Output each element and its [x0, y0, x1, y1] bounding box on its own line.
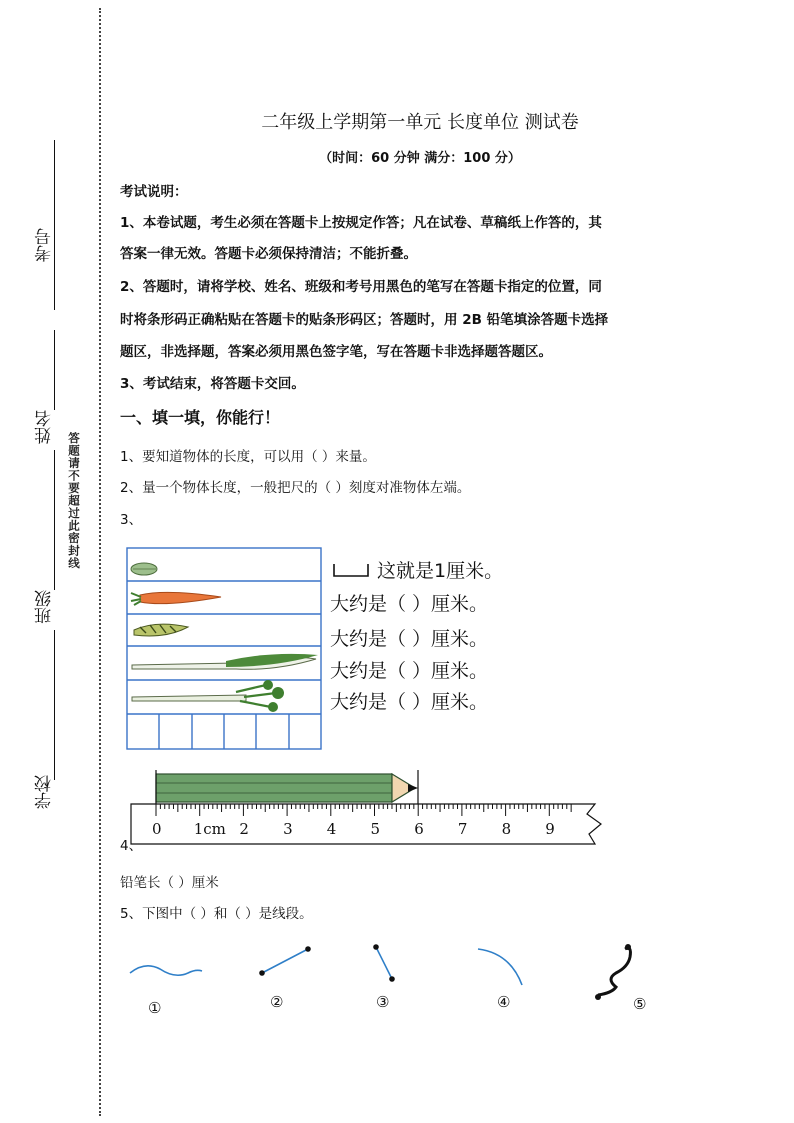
ruler-label: 8: [501, 820, 512, 838]
ruler-label: 3: [283, 820, 293, 838]
instructions-heading: 考试说明：: [120, 184, 188, 200]
instruction-line: 1、本卷试题，考生必须在答题卡上按规定作答；凡在试卷、草稿纸上作答的，其: [120, 215, 602, 231]
page-title: 二年级上学期第一单元 长度单位 测试卷: [261, 112, 579, 133]
vegetable-grid-figure: [126, 547, 324, 751]
school-field[interactable]: [54, 630, 55, 780]
ruler-label: 6: [414, 820, 424, 838]
label-4: ④: [497, 993, 511, 1011]
class-label: 班级: [35, 590, 55, 624]
segment-3: [373, 944, 395, 982]
carrot-icon: [131, 592, 221, 605]
name-label: 姓名: [35, 410, 55, 444]
school-label: 学校: [35, 775, 55, 809]
ruler-label: 5: [370, 820, 381, 838]
instruction-line: 题区，非选择题，答案必须用黑色签字笔，写在答题卡非选择题答题区。: [120, 344, 552, 360]
lines-figure: [120, 935, 660, 1025]
question-2: 2、量一个物体长度，一般把尺的（ ）刻度对准物体左端。: [120, 480, 471, 496]
bean-answer: 大约是（ ）厘米。: [330, 628, 489, 650]
question-1: 1、要知道物体的长度，可以用（ ）来量。: [120, 449, 376, 465]
celery-icon: [132, 680, 284, 712]
bean-icon: [134, 624, 188, 636]
pencil-length-answer: 铅笔长（ ）厘米: [120, 875, 219, 891]
exam-no-label: 考号: [35, 228, 55, 262]
seal-note: 答题请不要超过此密封线: [67, 432, 81, 570]
page-subtitle: （时间：60 分钟 满分：100 分）: [319, 151, 521, 166]
label-2: ②: [270, 993, 284, 1011]
ruler-label: 1cm: [193, 820, 226, 838]
question-4-label: 4、: [120, 838, 143, 854]
curve-1: [130, 966, 202, 975]
instruction-line: 答案一律无效。答题卡必须保持清洁；不能折叠。: [120, 246, 417, 262]
name-field[interactable]: [54, 330, 55, 410]
section-title: 一、填一填，你能行！: [120, 408, 281, 427]
question-5: 5、下图中（ ）和（ ）是线段。: [120, 906, 313, 922]
leek-answer: 大约是（ ）厘米。: [330, 660, 489, 682]
question-3-label: 3、: [120, 512, 143, 528]
one-cm-text: 这就是1厘米。: [377, 560, 504, 582]
instruction-line: 2、答题时，请将学校、姓名、班级和考号用黑色的笔写在答题卡指定的位置，同: [120, 279, 602, 295]
class-field[interactable]: [54, 450, 55, 590]
instruction-line: 3、考试结束，将答题卡交回。: [120, 376, 305, 392]
label-3: ③: [376, 993, 390, 1011]
leaf-icon: [131, 563, 157, 575]
carrot-answer: 大约是（ ）厘米。: [330, 593, 489, 615]
ruler-label: 2: [239, 820, 249, 838]
ruler-label: 0: [152, 820, 162, 838]
celery-answer: 大约是（ ）厘米。: [330, 691, 489, 713]
curve-5: [595, 944, 631, 1000]
one-cm-mark: [332, 560, 372, 580]
curve-4: [478, 949, 522, 985]
ruler-label: 9: [545, 820, 555, 838]
exam-no-field[interactable]: [54, 140, 55, 310]
pencil-icon: [156, 774, 418, 802]
label-1: ①: [148, 999, 162, 1017]
segment-2: [259, 946, 311, 976]
ruler-label: 7: [457, 820, 468, 838]
instruction-line: 时将条形码正确粘贴在答题卡的贴条形码区；答题时，用 2B 铅笔填涂答题卡选择: [120, 312, 609, 328]
seal-dotted-line: [99, 8, 101, 1116]
ruler-label: 4: [326, 820, 337, 838]
label-5: ⑤: [633, 995, 647, 1013]
leek-icon: [132, 654, 318, 669]
pencil-ruler-figure: [125, 768, 605, 850]
